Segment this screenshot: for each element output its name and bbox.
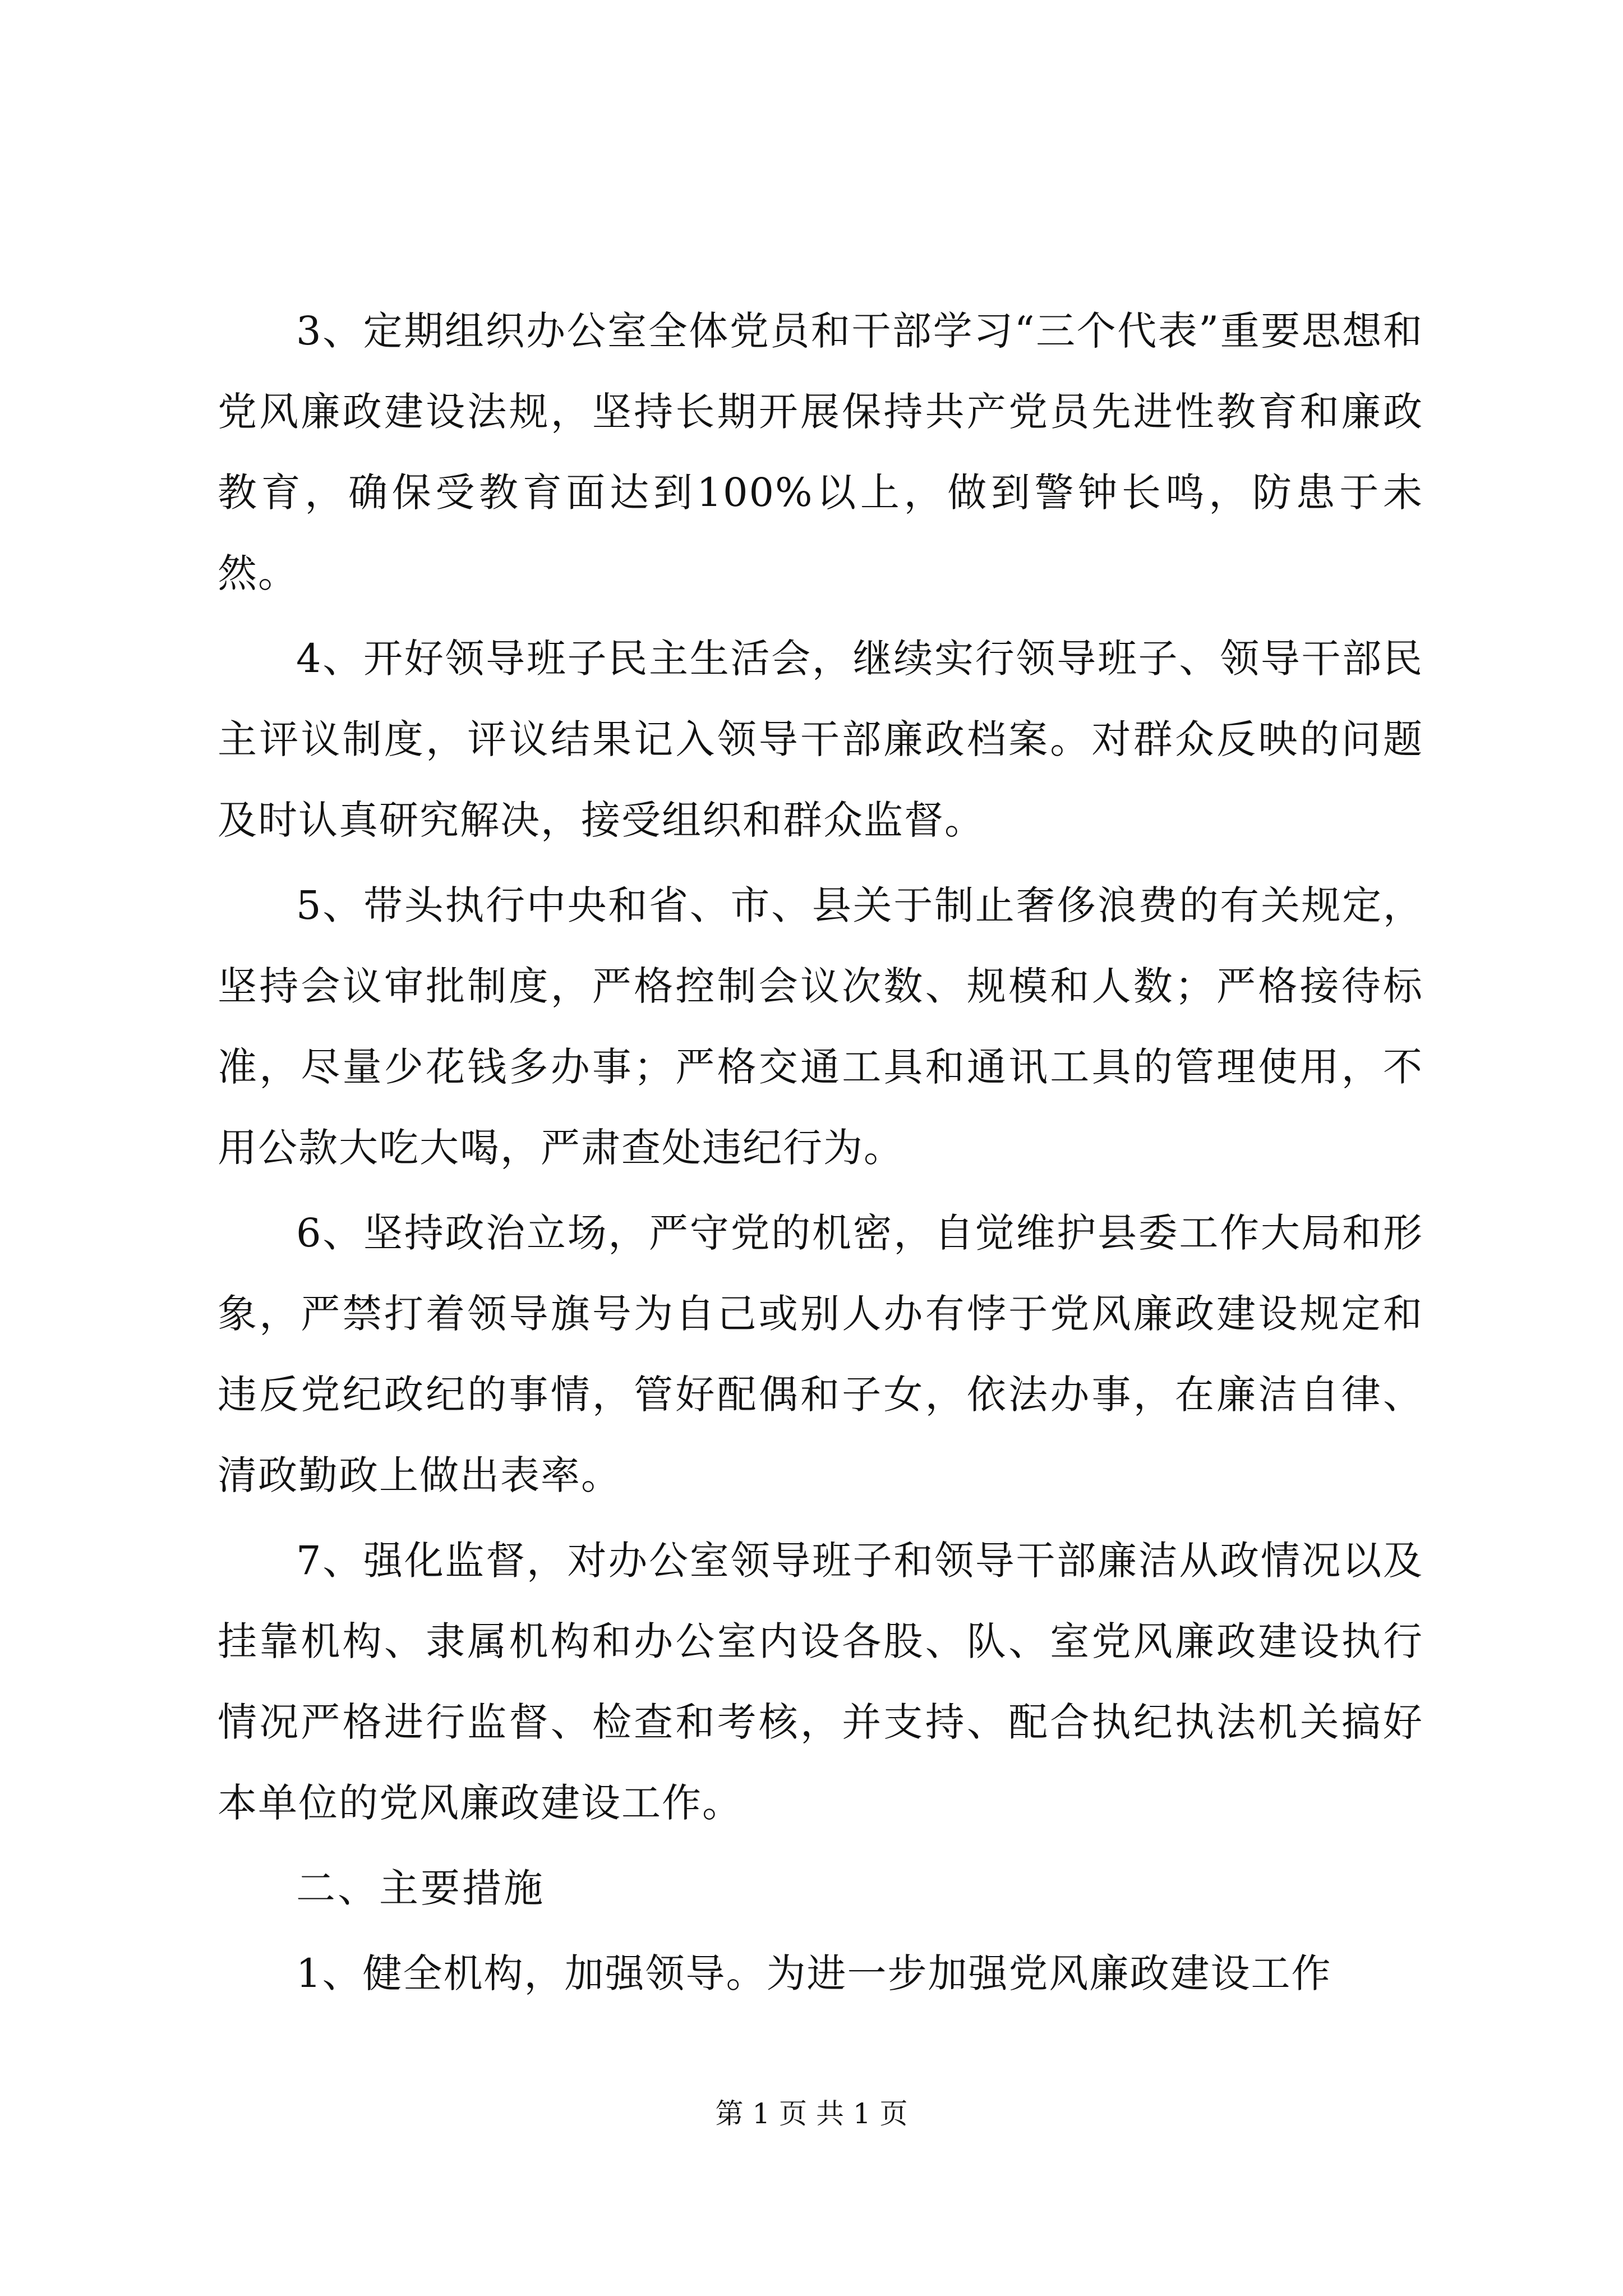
paragraph-item-3: 3、定期组织办公室全体党员和干部学习“三个代表”重要思想和党风廉政建设法规，坚持长期开展保持共产党员先进性教育和廉政教育，确保受教育面达到100%以上，做到警钟长鸣，防患于未然。 xyxy=(218,308,1423,596)
section-heading: 二、主要措施 xyxy=(296,1865,545,1911)
paragraph-item-4: 4、开好领导班子民主生活会，继续实行领导班子、领导干部民主评议制度，评议结果记入领导干部廉政档案。对群众反映的问题及时认真研究解决，接受组织和群众监督。 xyxy=(218,636,1423,843)
paragraph-item-5: 5、带头执行中央和省、市、县关于制止奢侈浪费的有关规定，坚持会议审批制度，严格控制会议次数、规模和人数；严格接待标准，尽量少花钱多办事；严格交通工具和通讯工具的管理使用，不用公款大吃大喝，严肃查处违纪行为。 xyxy=(218,882,1423,1171)
paragraph-item-7: 7、强化监督，对办公室领导班子和领导干部廉洁从政情况以及挂靠机构、隶属机构和办公室内设各股、队、室党风廉政建设执行情况严格进行监督、检查和考核，并支持、配合执纪执法机关搞好本单位的党风廉政建设工作。 xyxy=(218,1538,1423,1826)
page-footer: 第 1 页 共 1 页 xyxy=(715,2097,908,2130)
paragraph-item-6: 6、坚持政治立场，严守党的机密，自觉维护县委工作大局和形象，严禁打着领导旗号为自己或别人办有悖于党风廉政建设规定和违反党纪政纪的事情，管好配偶和子女，依法办事，在廉洁自律、清政勤政上做出表率。 xyxy=(218,1210,1423,1498)
document-body xyxy=(218,291,1423,2018)
paragraph-measure-1: 1、健全机构，加强领导。为进一步加强党风廉政建设工作 xyxy=(296,1950,1332,1996)
